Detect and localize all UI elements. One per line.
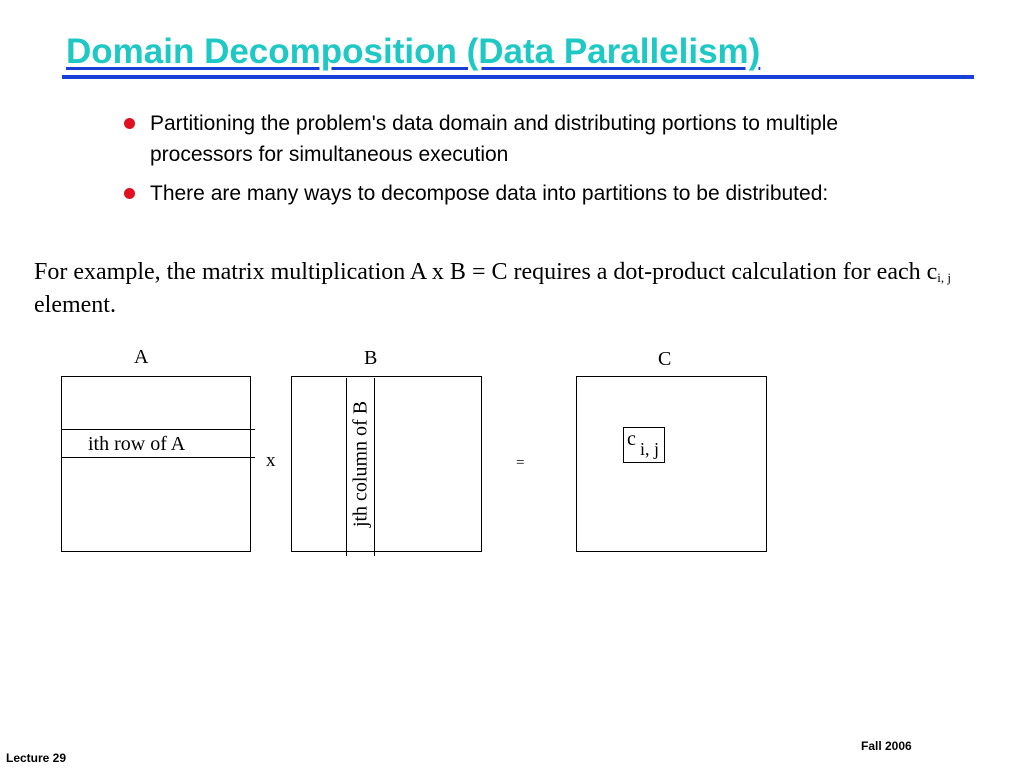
title-underline-rule	[62, 75, 974, 79]
bullet-text: There are many ways to decompose data into partitions to be distributed:	[150, 182, 829, 205]
matrix-c-box	[576, 376, 767, 552]
matrix-a-box	[61, 376, 251, 552]
bullet-item	[124, 178, 894, 209]
cell-cij	[623, 427, 665, 463]
matrix-b-box	[291, 376, 482, 552]
row-top-line	[62, 429, 255, 430]
bullet-list	[124, 108, 894, 217]
bullet-item	[124, 108, 894, 170]
footer-term: Fall 2006	[861, 739, 912, 753]
matrix-a-label: A	[134, 346, 149, 368]
cell-index: i, j	[640, 439, 660, 459]
matrix-b-label: B	[364, 347, 378, 369]
example-paragraph	[34, 256, 999, 322]
slide-title: Domain Decomposition (Data Parallelism)	[66, 32, 761, 71]
bullet-dot-icon	[124, 118, 135, 129]
cell-letter: c	[627, 428, 636, 450]
ith-row-label: ith row of A	[88, 433, 186, 455]
matrix-c-label: C	[658, 348, 672, 370]
equals-symbol: =	[516, 455, 525, 471]
bullet-text: Partitioning the problem's data domain and distributing portions to multiple processors for simultaneous execution	[150, 112, 839, 166]
row-bottom-line	[62, 457, 255, 458]
jth-column-label	[347, 380, 375, 548]
footer-lecture: Lecture 29	[6, 751, 67, 765]
multiply-symbol: x	[266, 450, 276, 471]
paragraph-tail: element.	[34, 292, 116, 318]
paragraph-text: For example, the matrix multiplication A x B = C requires a dot-product calculation for each c	[34, 259, 938, 285]
bullet-dot-icon	[124, 188, 135, 199]
paragraph-subscript: i, j	[937, 270, 952, 285]
jth-column-text: jth column of B	[349, 400, 372, 528]
